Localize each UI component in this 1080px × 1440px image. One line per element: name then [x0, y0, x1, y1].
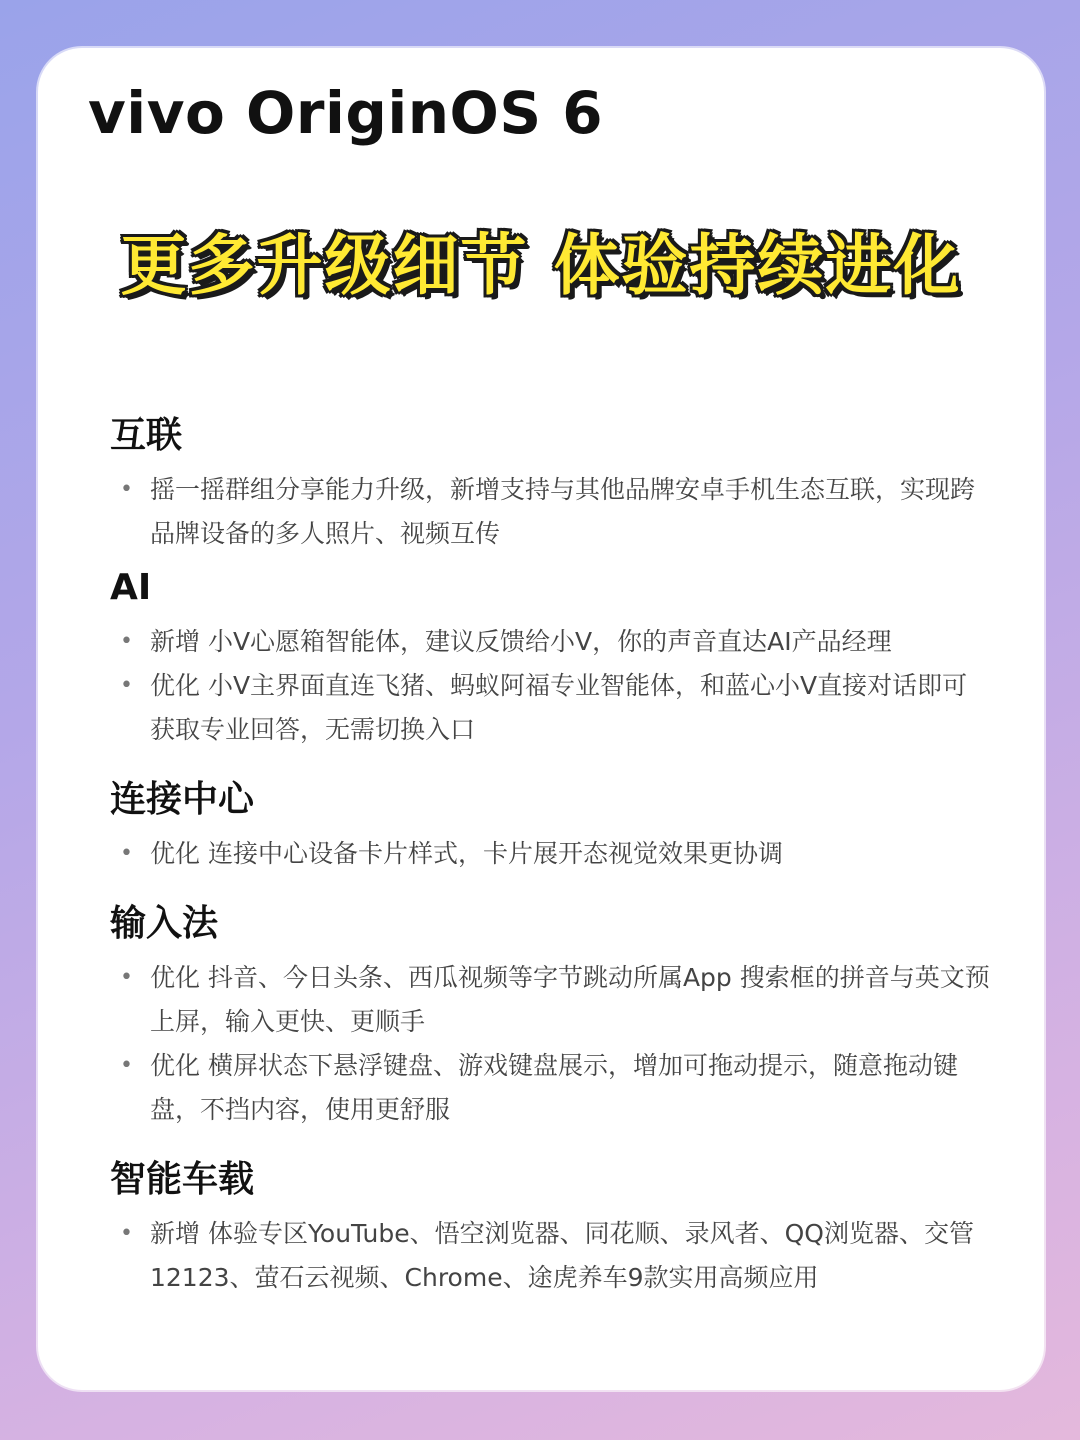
section-smart-car	[110, 1154, 990, 1300]
item-text: 优化 抖音、今日头条、西瓜视频等字节跳动所属App 搜索框的拼音与英文预上屏，输入更快、更顺手	[150, 963, 990, 1036]
section-items	[110, 1212, 990, 1300]
content-card	[38, 48, 1044, 1390]
item-text: 优化 连接中心设备卡片样式，卡片展开态视觉效果更协调	[150, 839, 783, 868]
headline-banner: 更多升级细节 体验持续进化	[120, 227, 962, 304]
item-text: 新增 体验专区YouTube、悟空浏览器、同花顺、录风者、QQ浏览器、交管12123、萤石云视频、Chrome、途虎养车9款实用高频应用	[150, 1219, 974, 1292]
bullet-icon: •	[120, 1053, 133, 1078]
update-sections	[110, 410, 990, 1300]
section-input-method	[110, 898, 990, 1132]
section-connection-center	[110, 774, 990, 876]
section-items	[110, 620, 990, 752]
item-text: 摇一摇群组分享能力升级，新增支持与其他品牌安卓手机生态互联，实现跨品牌设备的多人照片、视频互传	[150, 475, 976, 548]
bullet-icon: •	[120, 841, 133, 866]
section-title: 输入法	[110, 903, 219, 944]
list-item	[110, 1044, 990, 1132]
list-item	[110, 620, 990, 664]
section-interconnect	[110, 410, 990, 556]
section-items	[110, 468, 990, 556]
bullet-icon: •	[120, 477, 133, 502]
list-item	[110, 1212, 990, 1300]
bullet-icon: •	[120, 673, 133, 698]
section-title: AI	[110, 567, 152, 608]
section-title: 连接中心	[110, 779, 255, 820]
section-items	[110, 956, 990, 1132]
list-item	[110, 664, 990, 752]
list-item	[110, 956, 990, 1044]
list-item	[110, 832, 990, 876]
list-item	[110, 468, 990, 556]
section-items	[110, 832, 990, 876]
bullet-icon: •	[120, 965, 133, 990]
section-ai	[110, 562, 990, 752]
bullet-icon: •	[120, 1221, 133, 1246]
item-text: 优化 横屏状态下悬浮键盘、游戏键盘展示，增加可拖动提示，随意拖动键盘，不挡内容，使用更舒服	[150, 1051, 958, 1124]
bullet-icon: •	[120, 629, 133, 654]
section-title: 智能车载	[110, 1159, 255, 1200]
app-title: vivo OriginOS 6	[88, 79, 604, 147]
section-title: 互联	[110, 415, 183, 456]
item-text: 新增 小V心愿箱智能体，建议反馈给小V，你的声音直达AI产品经理	[150, 627, 892, 656]
item-text: 优化 小V主界面直连飞猪、蚂蚁阿福专业智能体，和蓝心小V直接对话即可获取专业回答，无需切换入口	[150, 671, 968, 744]
